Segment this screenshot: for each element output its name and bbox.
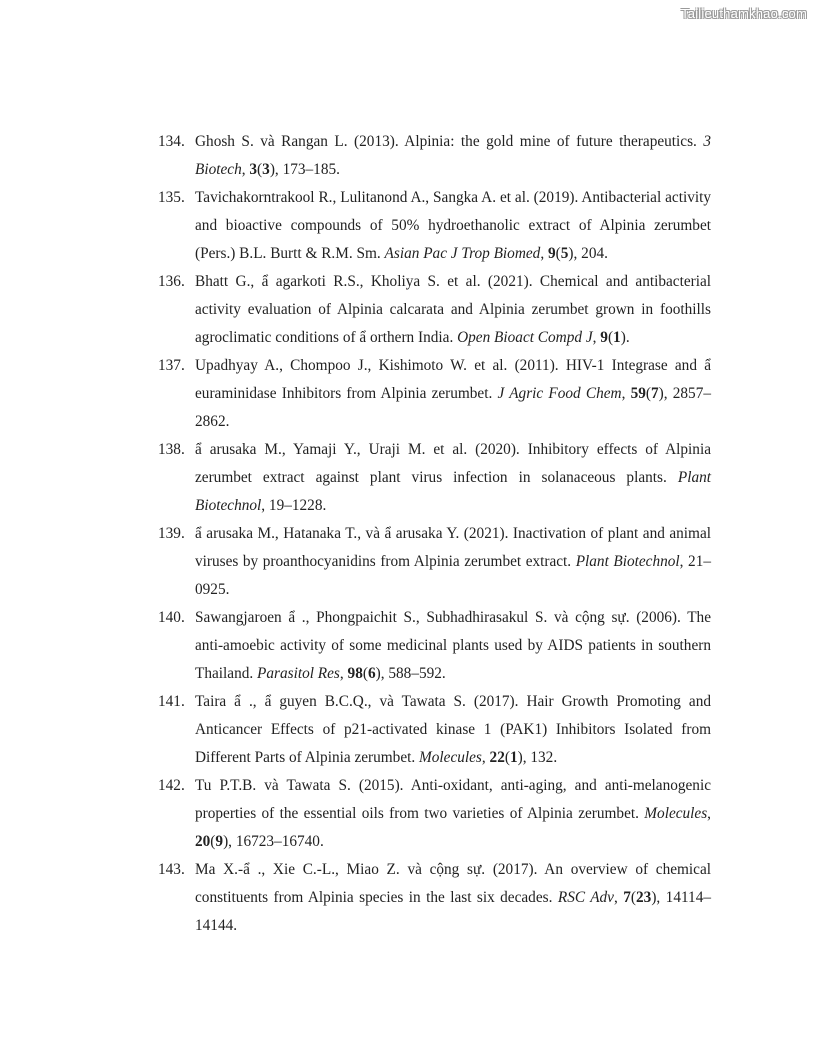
reference-text — [195, 268, 711, 352]
reference-paren: ( — [257, 161, 263, 178]
reference-paren: ) — [223, 833, 229, 850]
reference-journal: Asian Pac J Trop Biomed — [384, 245, 541, 262]
reference-number: 142. — [158, 777, 185, 794]
reference-pages: , 173–185. — [274, 161, 340, 178]
reference-separator: , — [592, 329, 601, 346]
reference-volume: 3 — [249, 161, 258, 178]
reference-issue: 23 — [636, 889, 652, 906]
reference-separator: , — [621, 385, 631, 402]
reference-separator: , — [540, 245, 548, 262]
reference-issue: 7 — [650, 385, 659, 402]
reference-paren: ) — [658, 385, 664, 402]
reference-paren: ) — [568, 245, 574, 262]
reference-paren: ( — [504, 749, 510, 766]
reference-journal: Plant Biotechnol — [195, 469, 711, 514]
reference-pages: , 204. — [573, 245, 608, 262]
reference-paren: ) — [375, 665, 381, 682]
reference-volume: 59 — [630, 385, 646, 402]
reference-authors-title: Upadhyay A., Chompoo J., Kishimoto W. et al. (2011). HIV-1 Integrase and ẩ euraminidase Inhibitors from Alpinia zerumbet. — [195, 357, 711, 402]
reference-authors-title: Sawangjaroen ẩ ., Phongpaichit S., Subhadhirasakul S. và cộng sự. (2006). The anti-amoebic activity of some medicinal plants used by AIDS patients in southern Thailand. — [195, 609, 711, 682]
reference-item — [0, 772, 816, 856]
reference-journal: Molecules — [419, 749, 482, 766]
reference-volume: 9 — [547, 245, 556, 262]
reference-paren: ( — [555, 245, 561, 262]
reference-separator: , — [613, 889, 624, 906]
reference-pages: , 16723–16740. — [228, 833, 324, 850]
reference-number: 143. — [158, 861, 185, 878]
reference-text — [195, 436, 711, 520]
reference-issue: 1 — [613, 329, 621, 346]
reference-number: 140. — [158, 609, 185, 626]
reference-pages: , 21–0925. — [195, 553, 712, 598]
reference-paren: ( — [607, 329, 614, 346]
reference-item — [0, 856, 816, 940]
reference-separator: , — [481, 749, 490, 766]
reference-text — [195, 604, 711, 688]
reference-item — [0, 688, 816, 772]
reference-volume: 98 — [347, 665, 363, 682]
reference-paren: ) — [269, 161, 275, 178]
reference-journal: RSC Adv — [557, 889, 614, 906]
reference-volume: 20 — [195, 833, 211, 850]
reference-paren: ) — [651, 889, 657, 906]
reference-journal: Molecules — [644, 805, 708, 822]
reference-text — [195, 352, 711, 436]
reference-authors-title: Bhatt G., ẩ agarkoti R.S., Kholiya S. et al. (2021). Chemical and antibacterial activity evaluation of Alpinia calcarata and Alpinia zerumbet grown in foothills agroclimatic conditions of ẩ orthern India. — [195, 273, 711, 346]
reference-volume: 22 — [489, 749, 505, 766]
reference-item — [0, 352, 816, 436]
reference-authors-title: ẩ arusaka M., Hatanaka T., và ẩ arusaka Y. (2021). Inactivation of plant and animal viruses by proanthocyanidins from Alpinia zerumbet extract. — [195, 525, 711, 570]
reference-separator: , — [707, 805, 711, 822]
reference-volume: 9 — [600, 329, 608, 346]
reference-item — [0, 128, 816, 184]
reference-text — [195, 856, 711, 940]
reference-issue: 9 — [215, 833, 224, 850]
reference-journal: Parasitol Res — [257, 665, 340, 682]
reference-issue: 5 — [560, 245, 569, 262]
reference-authors-title: Ma X.-ẩ ., Xie C.-L., Miao Z. và cộng sự. (2017). An overview of chemical constituents from Alpinia species in the last six decades. — [195, 861, 711, 906]
reference-issue: 3 — [262, 161, 270, 178]
reference-text — [195, 128, 711, 184]
reference-authors-title: ẩ arusaka M., Yamaji Y., Uraji M. et al. (2020). Inhibitory effects of Alpinia zerumbet extract against plant virus infection in solanaceous plants. — [195, 441, 711, 486]
reference-pages: . — [625, 329, 630, 346]
reference-item — [0, 520, 816, 604]
reference-list — [0, 128, 816, 940]
reference-paren: ( — [630, 889, 637, 906]
reference-journal: Open Bioact Compd J — [457, 329, 593, 346]
reference-item — [0, 184, 816, 268]
reference-paren: ( — [362, 665, 368, 682]
reference-pages: , 132. — [522, 749, 558, 766]
reference-authors-title: Ghosh S. và Rangan L. (2013). Alpinia: the gold mine of future therapeutics. — [195, 133, 697, 150]
reference-journal: J Agric Food Chem — [497, 385, 622, 402]
reference-number: 134. — [158, 133, 185, 150]
reference-journal: Plant Biotechnol — [575, 553, 680, 570]
reference-authors-title: Taira ẩ ., ẩ guyen B.C.Q., và Tawata S. (2017). Hair Growth Promoting and Anticancer Effects of p21-activated kinase 1 (PAK1) Inhibitors Isolated from Different Parts of Alpinia zerumbet. — [195, 693, 711, 766]
reference-text — [195, 184, 711, 268]
reference-paren: ) — [620, 329, 626, 346]
reference-issue: 1 — [509, 749, 518, 766]
reference-paren: ( — [645, 385, 651, 402]
reference-separator: , — [241, 161, 250, 178]
reference-number: 135. — [158, 189, 185, 206]
reference-pages: , 19–1228. — [261, 497, 327, 514]
reference-journal: 3 Biotech — [195, 133, 712, 178]
reference-paren: ) — [517, 749, 523, 766]
reference-authors-title: Tu P.T.B. và Tawata S. (2015). Anti-oxidant, anti-aging, and anti-melanogenic properties of the essential oils from two varieties of Alpinia zerumbet. — [195, 777, 711, 822]
reference-number: 137. — [158, 357, 185, 374]
reference-text — [195, 772, 711, 856]
reference-pages: , 2857–2862. — [195, 385, 712, 430]
reference-number: 136. — [158, 273, 185, 290]
reference-issue: 6 — [367, 665, 376, 682]
watermark-text: Tailieuthamkhao.com — [681, 6, 807, 21]
reference-item — [0, 604, 816, 688]
reference-text — [195, 520, 711, 604]
reference-item — [0, 436, 816, 520]
reference-number: 141. — [158, 693, 185, 710]
reference-separator: , — [339, 665, 348, 682]
reference-item — [0, 268, 816, 352]
reference-text — [195, 688, 711, 772]
reference-authors-title: Tavichakorntrakool R., Lulitanond A., Sangka A. et al. (2019). Antibacterial activity and bioactive compounds of 50% hydroethanolic extract of Alpinia zerumbet (Pers.) B.L. Burtt & R.M. Sm. — [195, 189, 711, 262]
reference-volume: 7 — [623, 889, 631, 906]
reference-pages: , 14114–14144. — [195, 889, 712, 934]
reference-paren: ( — [210, 833, 216, 850]
reference-number: 139. — [158, 525, 185, 542]
reference-number: 138. — [158, 441, 185, 458]
reference-pages: , 588–592. — [380, 665, 446, 682]
